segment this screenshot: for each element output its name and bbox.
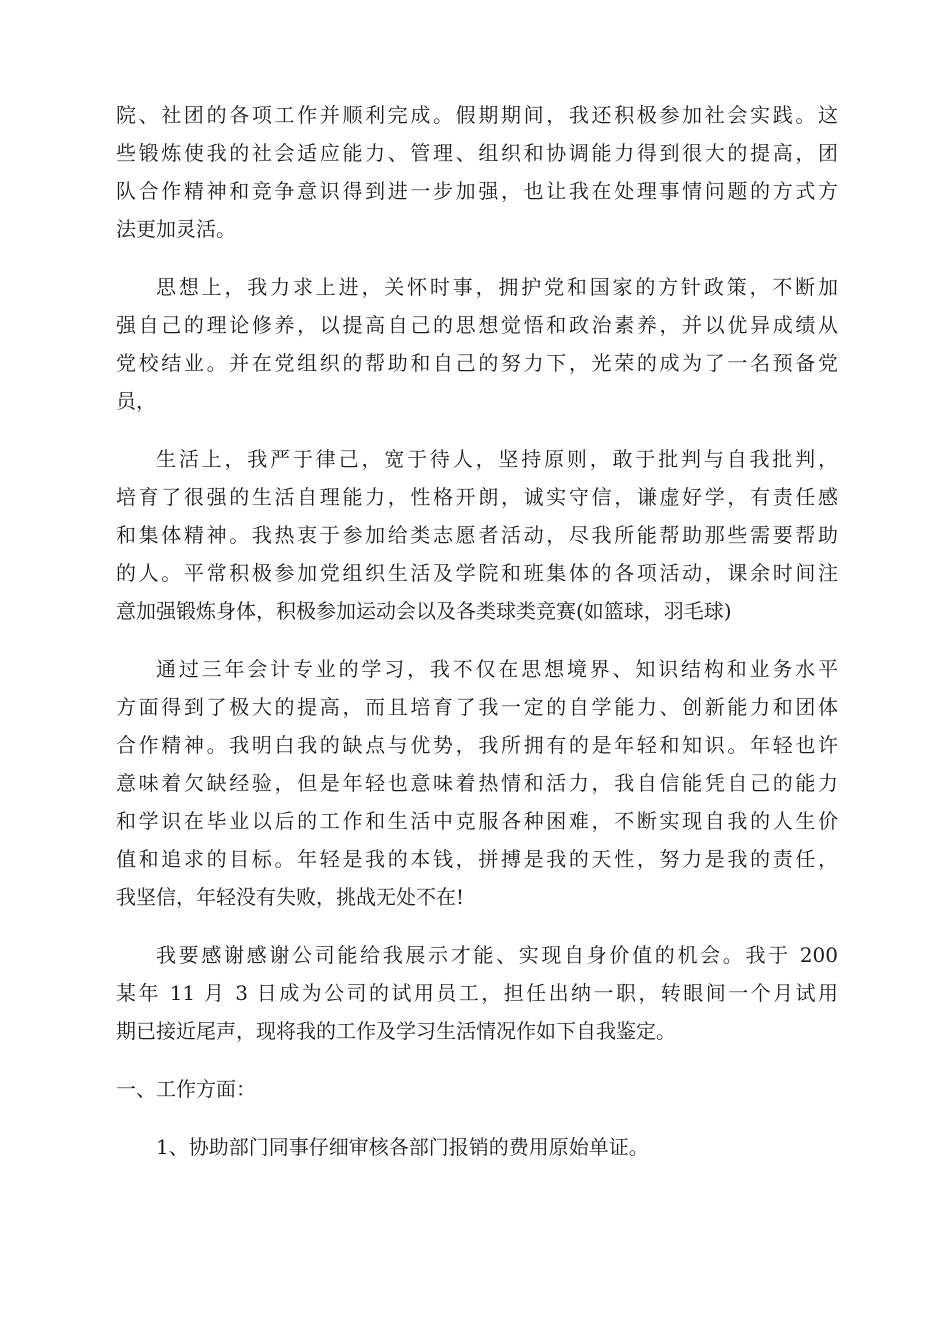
text-line: 些锻炼使我的社会适应能力、管理、组织和协调能力得到很大的提高，团: [116, 141, 838, 165]
section-heading-work: [116, 1070, 838, 1108]
text-line: 通过三年会计专业的学习，我不仅在思想境界、知识结构和业务水平: [156, 657, 838, 681]
paragraph-ideology: [116, 268, 838, 420]
text-line: 队合作精神和竞争意识得到进一步加强，也让我在处理事情问题的方式方: [116, 179, 838, 203]
text-line: 院、社团的各项工作并顺利完成。假期期间，我还积极参加社会实践。这: [116, 103, 838, 127]
text-line: 我坚信，年轻没有失败，挑战无处不在!: [116, 885, 465, 909]
text-line: 我要感谢感谢公司能给我展示才能、实现自身价值的机会。我于 200: [156, 943, 838, 967]
text-line: 某年 11 月 3 日成为公司的试用员工，担任出纳一职，转眼间一个月试用: [116, 981, 838, 1005]
text-line: 方面得到了极大的提高，而且培育了我一定的自学能力、创新能力和团体: [116, 695, 838, 719]
text-line: 法更加灵活。: [116, 217, 236, 241]
text-line: 培育了很强的生活自理能力，性格开朗，诚实守信，谦虚好学，有责任感: [116, 485, 838, 509]
text-line: 强自己的理论修养，以提高自己的思想觉悟和政治素养，并以优异成绩从: [116, 313, 838, 337]
text-line: 期已接近尾声，现将我的工作及学习生活情况作如下自我鉴定。: [116, 1019, 676, 1043]
text-line: 生活上，我严于律己，宽于待人，坚持原则，敢于批判与自我批判，: [156, 447, 838, 471]
text-line: 值和追求的目标。年轻是我的本钱，拼搏是我的天性，努力是我的责任，: [116, 847, 838, 871]
text-line: 意加强锻炼身体，积极参加运动会以及各类球类竞赛(如篮球，羽毛球): [116, 599, 732, 623]
text-line: 和学识在毕业以后的工作和生活中克服各种困难，不断实现自我的人生价: [116, 809, 838, 833]
paragraph-campus-work: [116, 96, 838, 248]
paragraph-life: [116, 440, 838, 630]
text-line: 思想上，我力求上进，关怀时事，拥护党和国家的方针政策，不断加: [156, 275, 838, 299]
text-line: 1、协助部门同事仔细审核各部门报销的费用原始单证。: [156, 1135, 649, 1159]
list-item-1: [116, 1128, 838, 1166]
text-line: 和集体精神。我热衷于参加给类志愿者活动，尽我所能帮助那些需要帮助: [116, 523, 838, 547]
document-page: [116, 96, 838, 1186]
text-line: 党校结业。并在党组织的帮助和自己的努力下，光荣的成为了一名预备党: [116, 351, 838, 375]
text-line: 意味着欠缺经验，但是年轻也意味着热情和活力，我自信能凭自己的能力: [116, 771, 838, 795]
text-line: 员，: [116, 389, 156, 413]
text-line: 的人。平常积极参加党组织生活及学院和班集体的各项活动，课余时间注: [116, 561, 838, 585]
text-line: 合作精神。我明白我的缺点与优势，我所拥有的是年轻和知识。年轻也许: [116, 733, 838, 757]
paragraph-study: [116, 650, 838, 916]
paragraph-thanks: [116, 936, 838, 1050]
text-line: 一、工作方面：: [116, 1077, 256, 1101]
